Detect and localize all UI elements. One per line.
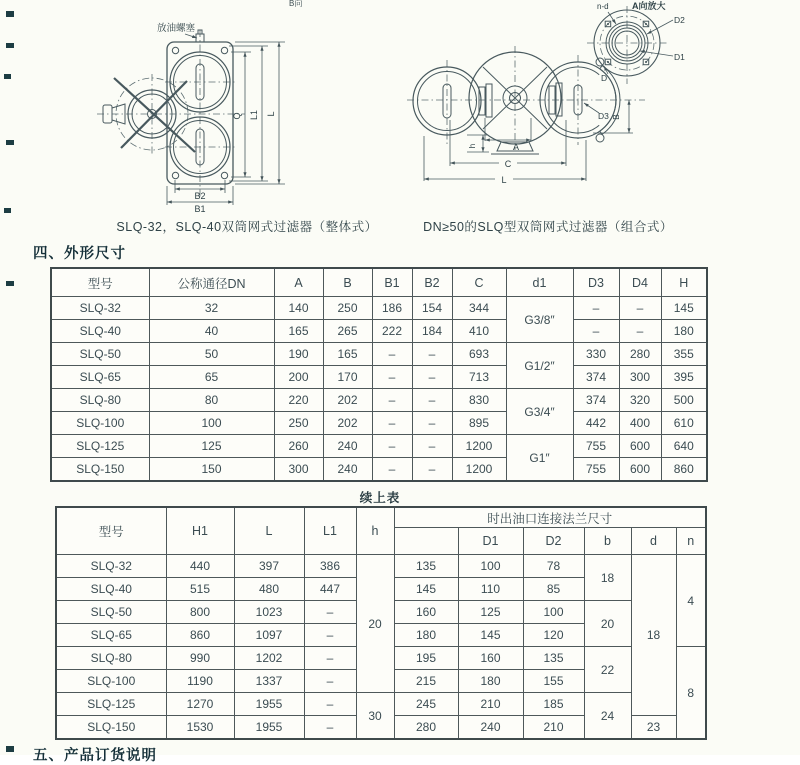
data-cell: SLQ-150 — [51, 458, 149, 482]
data-cell: 300 — [619, 366, 661, 389]
data-cell: 50 — [149, 343, 274, 366]
data-cell: – — [573, 297, 619, 320]
scan-speck — [6, 281, 14, 286]
data-cell: 32 — [149, 297, 274, 320]
data-cell: 245 — [394, 693, 458, 716]
data-cell: G1/2″ — [506, 343, 573, 389]
data-cell: 344 — [452, 297, 506, 320]
data-cell: 610 — [661, 412, 707, 435]
section-5-heading-clipped: 五、产品订货说明 — [33, 748, 157, 764]
data-cell: – — [412, 458, 452, 482]
data-cell: 600 — [619, 435, 661, 458]
dimension-table-2 — [55, 506, 707, 740]
header-cell: B1 — [372, 268, 412, 297]
data-cell: 500 — [661, 389, 707, 412]
data-cell: 160 — [458, 647, 523, 670]
header-cell: H1 — [166, 507, 234, 555]
data-cell: 222 — [372, 320, 412, 343]
data-cell: 386 — [304, 555, 356, 578]
data-cell: SLQ-50 — [56, 601, 166, 624]
header-cell: 公称通径DN — [149, 268, 274, 297]
data-cell: 395 — [661, 366, 707, 389]
data-cell: 800 — [166, 601, 234, 624]
data-cell: 150 — [149, 458, 274, 482]
data-cell: 280 — [394, 716, 458, 740]
data-cell: 1097 — [234, 624, 304, 647]
dim-a-label: A — [512, 142, 520, 152]
data-cell: 397 — [234, 555, 304, 578]
header-cell: d1 — [506, 268, 573, 297]
data-cell: – — [372, 389, 412, 412]
data-cell: SLQ-40 — [51, 320, 149, 343]
dim-d3-label: D3 — [598, 111, 609, 121]
data-cell: 100 — [149, 412, 274, 435]
data-cell: 170 — [323, 366, 372, 389]
header-cell: D1 — [458, 528, 523, 555]
data-cell: – — [412, 412, 452, 435]
data-cell: 20 — [356, 555, 394, 693]
data-cell: 895 — [452, 412, 506, 435]
dim-l1-label: L1 — [249, 109, 259, 121]
data-cell: 120 — [523, 624, 584, 647]
dim-h-label: h — [468, 143, 477, 149]
data-cell: 140 — [274, 297, 323, 320]
data-cell: 1270 — [166, 693, 234, 716]
data-cell: SLQ-80 — [56, 647, 166, 670]
data-cell: 80 — [149, 389, 274, 412]
data-cell: 8 — [676, 647, 706, 740]
header-cell: H — [661, 268, 707, 297]
data-cell: 202 — [323, 412, 372, 435]
data-cell: 18 — [631, 555, 676, 716]
data-cell: 110 — [458, 578, 523, 601]
data-cell: 1200 — [452, 435, 506, 458]
data-cell: 990 — [166, 647, 234, 670]
data-cell: – — [412, 389, 452, 412]
caption-combined-type: DN≥50的SLQ型双筒网式过滤器（组合式） — [423, 220, 673, 234]
data-cell: – — [619, 320, 661, 343]
data-cell: 240 — [323, 435, 372, 458]
data-cell: – — [304, 716, 356, 740]
data-cell: 78 — [523, 555, 584, 578]
scan-speck — [6, 746, 14, 752]
view-b-label: B向 — [289, 0, 303, 8]
data-cell: 145 — [458, 624, 523, 647]
data-cell: SLQ-65 — [51, 366, 149, 389]
caption-integral-type: SLQ-32，SLQ-40双筒网式过滤器（整体式） — [116, 220, 378, 234]
dim-l-label: L — [266, 111, 276, 117]
data-cell: SLQ-125 — [51, 435, 149, 458]
data-cell: 355 — [661, 343, 707, 366]
header-cell: D2 — [523, 528, 584, 555]
data-cell: 180 — [458, 670, 523, 693]
header-cell: B — [323, 268, 372, 297]
data-cell: – — [304, 693, 356, 716]
data-cell: 410 — [452, 320, 506, 343]
header-cell: L1 — [304, 507, 356, 555]
data-cell: 755 — [573, 458, 619, 482]
data-cell: SLQ-40 — [56, 578, 166, 601]
continued-table-label: 续上表 — [359, 491, 401, 505]
data-cell: 1202 — [234, 647, 304, 670]
data-cell: 300 — [274, 458, 323, 482]
data-cell: 65 — [149, 366, 274, 389]
data-cell: 1190 — [166, 670, 234, 693]
header-cell: h — [356, 507, 394, 555]
detail-view-title: A向放大 — [632, 1, 666, 11]
data-cell: G1″ — [506, 435, 573, 482]
data-cell: 830 — [452, 389, 506, 412]
data-cell: – — [304, 601, 356, 624]
data-cell: – — [304, 647, 356, 670]
data-cell: 20 — [584, 601, 631, 647]
data-cell: 250 — [323, 297, 372, 320]
data-cell: 184 — [412, 320, 452, 343]
data-cell: 374 — [573, 389, 619, 412]
drawing-integral-type — [95, 2, 395, 214]
data-cell: – — [304, 624, 356, 647]
data-cell: – — [372, 366, 412, 389]
data-cell: SLQ-80 — [51, 389, 149, 412]
data-cell: 135 — [394, 555, 458, 578]
drawing-combined-type — [403, 0, 798, 212]
data-cell: 210 — [458, 693, 523, 716]
data-cell: SLQ-125 — [56, 693, 166, 716]
data-cell: 40 — [149, 320, 274, 343]
data-cell: 23 — [631, 716, 676, 740]
data-cell: 1955 — [234, 716, 304, 740]
data-cell: SLQ-150 — [56, 716, 166, 740]
data-cell: 400 — [619, 412, 661, 435]
data-cell: 180 — [661, 320, 707, 343]
data-cell: 202 — [323, 389, 372, 412]
drain-plug-label: 放油螺塞 — [157, 23, 196, 34]
data-cell: 250 — [274, 412, 323, 435]
data-cell: 18 — [584, 555, 631, 601]
dim-c-label: C — [504, 159, 512, 169]
data-cell: 135 — [523, 647, 584, 670]
header-cell: B2 — [412, 268, 452, 297]
header-cell: n — [676, 528, 706, 555]
dim-d2-label: D2 — [674, 15, 685, 25]
header-cell: D3 — [573, 268, 619, 297]
data-cell: 693 — [452, 343, 506, 366]
data-cell: 440 — [166, 555, 234, 578]
header-cell: A — [274, 268, 323, 297]
data-cell: 860 — [661, 458, 707, 482]
data-cell: 260 — [274, 435, 323, 458]
header-cell: d — [631, 528, 676, 555]
header-cell: 时出油口连接法兰尺寸 — [394, 507, 706, 528]
data-cell: 145 — [394, 578, 458, 601]
data-cell: 374 — [573, 366, 619, 389]
data-cell: 125 — [458, 601, 523, 624]
data-cell: – — [372, 435, 412, 458]
data-cell: 320 — [619, 389, 661, 412]
data-cell: 1955 — [234, 693, 304, 716]
header-cell: 型号 — [56, 507, 166, 555]
dim-q-label: Q — [232, 112, 242, 120]
data-cell: 200 — [274, 366, 323, 389]
data-cell: 1530 — [166, 716, 234, 740]
dimension-table-1 — [50, 267, 708, 482]
data-cell: – — [372, 412, 412, 435]
bolt-count-label: n-d — [597, 2, 609, 11]
data-cell: 280 — [619, 343, 661, 366]
data-cell: 155 — [523, 670, 584, 693]
data-cell: G3/8″ — [506, 297, 573, 343]
data-cell: 1200 — [452, 458, 506, 482]
section-4-heading: 四、外形尺寸 — [33, 246, 126, 262]
data-cell: 100 — [523, 601, 584, 624]
data-cell: 755 — [573, 435, 619, 458]
data-cell: SLQ-32 — [51, 297, 149, 320]
data-cell: 713 — [452, 366, 506, 389]
data-cell: 145 — [661, 297, 707, 320]
header-cell: L — [234, 507, 304, 555]
data-cell: SLQ-50 — [51, 343, 149, 366]
data-cell: 30 — [356, 693, 394, 740]
data-cell: SLQ-100 — [51, 412, 149, 435]
data-cell: 515 — [166, 578, 234, 601]
technical-drawings — [0, 0, 800, 240]
data-cell: SLQ-32 — [56, 555, 166, 578]
data-cell: SLQ-65 — [56, 624, 166, 647]
data-cell: 186 — [372, 297, 412, 320]
data-cell: 85 — [523, 578, 584, 601]
data-cell: – — [619, 297, 661, 320]
data-cell: 22 — [584, 647, 631, 693]
data-cell: 480 — [234, 578, 304, 601]
data-cell: 165 — [323, 343, 372, 366]
dim-l-label: L — [501, 175, 507, 185]
header-cell: D4 — [619, 268, 661, 297]
data-cell: 160 — [394, 601, 458, 624]
data-cell: 1337 — [234, 670, 304, 693]
data-cell: 1023 — [234, 601, 304, 624]
dim-b1-label: B1 — [194, 204, 206, 214]
dim-d1-label: D1 — [674, 52, 685, 62]
data-cell: 4 — [676, 555, 706, 647]
data-cell: – — [412, 435, 452, 458]
data-cell: 195 — [394, 647, 458, 670]
data-cell: 180 — [394, 624, 458, 647]
data-cell: – — [372, 458, 412, 482]
data-cell: 330 — [573, 343, 619, 366]
header-cell: b — [584, 528, 631, 555]
data-cell: 215 — [394, 670, 458, 693]
data-cell: G3/4″ — [506, 389, 573, 435]
data-cell: SLQ-100 — [56, 670, 166, 693]
data-cell: 220 — [274, 389, 323, 412]
dim-b2-label: B2 — [194, 191, 206, 201]
dim-b-label: B — [611, 114, 621, 120]
dim-d-label: D — [601, 73, 608, 83]
data-cell: 860 — [166, 624, 234, 647]
data-cell: 442 — [573, 412, 619, 435]
data-cell: 447 — [304, 578, 356, 601]
data-cell: 240 — [323, 458, 372, 482]
data-cell: 210 — [523, 716, 584, 740]
data-cell: 600 — [619, 458, 661, 482]
header-cell: C — [452, 268, 506, 297]
data-cell: – — [412, 366, 452, 389]
data-cell: – — [372, 343, 412, 366]
data-cell: 24 — [584, 693, 631, 740]
header-cell — [394, 528, 458, 555]
data-cell: 165 — [274, 320, 323, 343]
data-cell: – — [573, 320, 619, 343]
data-cell: 640 — [661, 435, 707, 458]
data-cell: 190 — [274, 343, 323, 366]
data-cell: – — [412, 343, 452, 366]
data-cell: 125 — [149, 435, 274, 458]
data-cell: – — [304, 670, 356, 693]
data-cell: 154 — [412, 297, 452, 320]
data-cell: 185 — [523, 693, 584, 716]
data-cell: 240 — [458, 716, 523, 740]
data-cell: 265 — [323, 320, 372, 343]
header-cell: 型号 — [51, 268, 149, 297]
data-cell: 100 — [458, 555, 523, 578]
